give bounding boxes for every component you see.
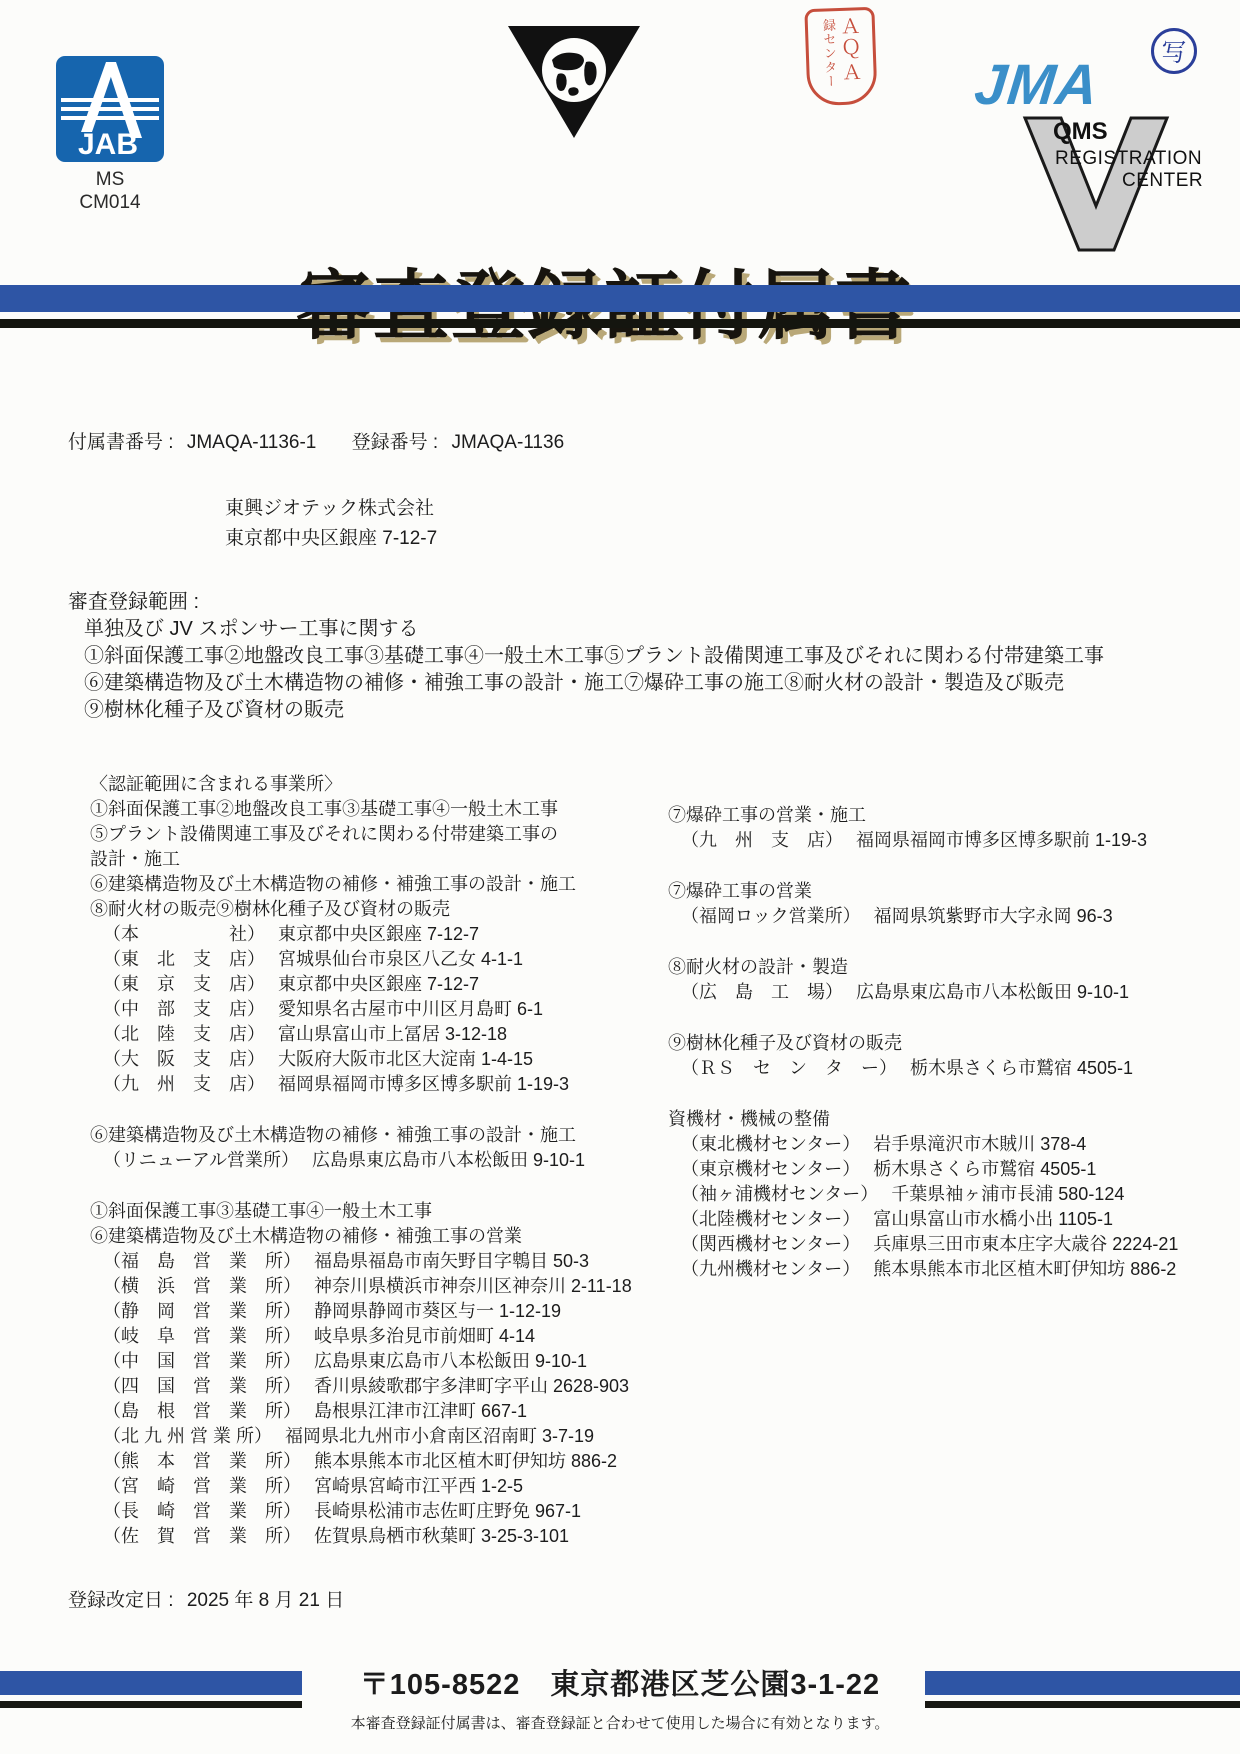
office-address: 富山県富山市上冨居 3-12-18 [278, 1024, 508, 1044]
office-block-heading: ⑧耐火材の設計・製造 [668, 957, 848, 977]
office-name: （リニューアル営業所） [103, 1150, 300, 1170]
office-name: （東北機材センター） [681, 1134, 861, 1154]
scope-section [68, 589, 1104, 724]
office-name: （中 国 営 業 所） [103, 1351, 301, 1371]
company-name: 東興ジオテック株式会社 [225, 498, 435, 519]
office-name: （北 陸 支 店） [103, 1024, 265, 1044]
text-line: ⑨樹林化種子及び資材の販売 [84, 699, 344, 721]
offices-right-column [668, 803, 1188, 1308]
office-name: （岐 阜 営 業 所） [103, 1326, 301, 1346]
office-address: 熊本県熊本市北区植木町伊知坊 886-2 [314, 1451, 618, 1471]
office-entry [90, 922, 635, 947]
office-address: 栃木県さくら市鷲宿 4505-1 [873, 1159, 1097, 1179]
footer-note: 本審査登録証付属書は、審査登録証と合わせて使用した場合に有効となります。 [350, 1715, 890, 1732]
office-address: 富山県富山市水橋小出 1105-1 [873, 1209, 1113, 1229]
office-name: （広 島 工 場） [681, 982, 843, 1002]
office-block [668, 1107, 1188, 1282]
office-name: （静 岡 営 業 所） [103, 1301, 301, 1321]
office-name: （長 崎 営 業 所） [103, 1501, 301, 1521]
office-address: 長崎県松浦市志佐町庄野免 967-1 [314, 1501, 582, 1521]
revision-date-label: 登録改定日 : [68, 1590, 174, 1611]
scope-lines [68, 616, 1104, 724]
office-entry [90, 1047, 635, 1072]
office-block [668, 955, 1188, 1005]
office-name: （東 北 支 店） [103, 949, 265, 969]
company-address: 東京都中央区銀座 7-12-7 [225, 528, 438, 549]
aqa-stamp [804, 7, 877, 106]
office-entry [90, 947, 635, 972]
office-address: 神奈川県横浜市神奈川区神奈川 2-11-18 [314, 1276, 632, 1296]
office-name: （本 社） [103, 924, 265, 944]
office-address: 岩手県滝沢市木賊川 378-4 [873, 1134, 1087, 1154]
office-name: （四 国 営 業 所） [103, 1376, 301, 1396]
office-entry [90, 1148, 635, 1173]
attachment-number-label: 付属書番号 : [68, 432, 174, 453]
jma-wordmark: JMA [971, 53, 1102, 117]
office-name: （福岡ロック営業所） [681, 906, 861, 926]
office-address: 広島県東広島市八本松飯田 9-10-1 [314, 1351, 588, 1371]
office-entry [668, 828, 1188, 853]
office-address: 東京都中央区銀座 7-12-7 [278, 924, 480, 944]
globe-triangle-icon [506, 24, 642, 140]
jma-center-label: CENTER [1122, 170, 1204, 191]
jab-ms-label: MS [95, 169, 125, 190]
office-block-heading: ⑥建築構造物及び土木構造物の補修・補強工事の営業 [90, 1226, 522, 1246]
revision-date-value: 2025 年 8 月 21 日 [186, 1590, 345, 1611]
office-entry [90, 1299, 635, 1324]
jma-qms-label: QMS [1053, 118, 1108, 145]
top-blue-bar [0, 285, 1240, 312]
text-line: ⑥建築構造物及び土木構造物の補修・補強工事の設計・施工⑦爆砕工事の施工⑧耐火材の設計・製造及び販売 [84, 672, 1064, 694]
copy-mark-badge: 写 [1151, 28, 1197, 74]
office-entry [90, 972, 635, 997]
office-entry [90, 1072, 635, 1097]
office-name: （北陸機材センター） [681, 1209, 861, 1229]
office-entry [90, 1424, 635, 1449]
office-address: 香川県綾歌郡宇多津町字平山 2628-903 [314, 1376, 630, 1396]
office-block-heading: ⑨樹林化種子及び資材の販売 [668, 1033, 902, 1053]
office-address: 栃木県さくら市鷲宿 4505-1 [910, 1058, 1134, 1078]
office-entry [668, 1257, 1188, 1282]
office-address: 兵庫県三田市東本庄字大歳谷 2224-21 [873, 1234, 1179, 1254]
office-address: 熊本県熊本市北区植木町伊知坊 886-2 [873, 1259, 1177, 1279]
office-name: （関西機材センター） [681, 1234, 861, 1254]
office-entry [668, 1132, 1188, 1157]
office-block-heading: ⑧耐火材の販売⑨樹林化種子及び資材の販売 [90, 899, 450, 919]
offices-left-column [90, 772, 635, 1575]
jab-logo [54, 56, 166, 214]
jab-logo-text: JAB [77, 128, 139, 161]
office-address: 宮崎県宮崎市江平西 1-2-5 [314, 1476, 524, 1496]
office-address: 千葉県袖ヶ浦市長浦 580-124 [891, 1184, 1125, 1204]
office-block-heading: ⑥建築構造物及び土木構造物の補修・補強工事の設計・施工 [90, 1125, 576, 1145]
office-block-heading: ⑦爆砕工事の営業 [668, 881, 812, 901]
office-address: 福岡県筑紫野市大字永岡 96-3 [873, 906, 1113, 926]
office-entry [90, 1449, 635, 1474]
office-block [668, 1031, 1188, 1081]
office-name: （熊 本 営 業 所） [103, 1451, 301, 1471]
office-block-heading: 〈認証範囲に含まれる事業所〉 [90, 774, 342, 794]
office-name: （九 州 支 店） [103, 1074, 265, 1094]
office-address: 大阪府大阪市北区大淀南 1-4-15 [278, 1049, 534, 1069]
office-entry [90, 1349, 635, 1374]
office-name: （九 州 支 店） [681, 830, 843, 850]
office-entry [90, 1249, 635, 1274]
office-block-heading: ①斜面保護工事②地盤改良工事③基礎工事④一般土木工事 [90, 799, 558, 819]
aqa-stamp-right-text: ＡＱＡ [836, 15, 861, 86]
office-address: 広島県東広島市八本松飯田 9-10-1 [312, 1150, 586, 1170]
office-entry [90, 1274, 635, 1299]
office-entry [668, 1182, 1188, 1207]
office-block-heading: ⑦爆砕工事の営業・施工 [668, 805, 866, 825]
text-line: 単独及び JV スポンサー工事に関する [84, 618, 419, 640]
office-address: 岐阜県多治見市前畑町 4-14 [314, 1326, 536, 1346]
office-address: 愛知県名古屋市中川区月島町 6-1 [278, 999, 544, 1019]
text-line: ①斜面保護工事②地盤改良工事③基礎工事④一般土木工事⑤プラント設備関連工事及びそれに関わる付帯建築工事 [84, 645, 1104, 667]
office-block-heading: 資機材・機械の整備 [668, 1109, 830, 1129]
registration-number-value: JMAQA-1136 [451, 432, 565, 453]
jma-registration-label: REGISTRATION [1055, 148, 1203, 169]
office-entry [668, 1232, 1188, 1257]
office-block [90, 1199, 635, 1549]
office-address: 佐賀県鳥栖市秋葉町 3-25-3-101 [314, 1526, 570, 1546]
top-black-bar [0, 319, 1240, 328]
office-entry [90, 1499, 635, 1524]
office-name: （横 浜 営 業 所） [103, 1276, 301, 1296]
footer-address: 〒105-8522 東京都港区芝公園3-1-22 [359, 1669, 881, 1701]
office-address: 島根県江津市江津町 667-1 [314, 1401, 528, 1421]
office-entry [90, 1524, 635, 1549]
office-address: 福岡県福岡市博多区博多駅前 1-19-3 [856, 830, 1148, 850]
company-block [225, 494, 437, 554]
office-name: （ＲＳ セ ン タ ー） [681, 1058, 897, 1078]
scope-label: 審査登録範囲 : [68, 591, 200, 613]
office-entry [90, 1022, 635, 1047]
office-block [668, 879, 1188, 929]
globe-triangle-logo [506, 24, 642, 145]
jab-code-label: CM014 [79, 192, 141, 213]
office-name: （袖ヶ浦機材センター） [681, 1184, 879, 1204]
office-address: 福岡県北九州市小倉南区沼南町 3-7-19 [285, 1426, 595, 1446]
office-entry [668, 1157, 1188, 1182]
office-entry [668, 904, 1188, 929]
aqa-stamp-left-text: 録センター [820, 18, 839, 89]
office-name: （東 京 支 店） [103, 974, 265, 994]
office-name: （中 部 支 店） [103, 999, 265, 1019]
office-entry [668, 1207, 1188, 1232]
office-block [668, 803, 1188, 853]
document-numbers [68, 427, 564, 454]
office-block-heading: ⑤プラント設備関連工事及びそれに関わる付帯建築工事の [90, 824, 558, 844]
jma-qms-logo [971, 39, 1210, 263]
office-block-heading: ⑥建築構造物及び土木構造物の補修・補強工事の設計・施工 [90, 874, 576, 894]
office-block [90, 1123, 635, 1173]
office-name: （佐 賀 営 業 所） [103, 1526, 301, 1546]
jab-logo-icon [56, 56, 164, 162]
office-address: 宮城県仙台市泉区八乙女 4-1-1 [278, 949, 524, 969]
office-name: （福 島 営 業 所） [103, 1251, 301, 1271]
office-block-heading: ①斜面保護工事③基礎工事④一般土木工事 [90, 1201, 432, 1221]
office-entry [668, 1056, 1188, 1081]
office-address: 福岡県福岡市博多区博多駅前 1-19-3 [278, 1074, 570, 1094]
office-name: （北 九 州 営 業 所） [103, 1426, 273, 1446]
office-name: （九州機材センター） [681, 1259, 861, 1279]
office-entry [90, 1374, 635, 1399]
office-name: （大 阪 支 店） [103, 1049, 265, 1069]
office-entry [90, 1399, 635, 1424]
registration-number-label: 登録番号 : [351, 432, 439, 453]
office-address: 広島県東広島市八本松飯田 9-10-1 [856, 982, 1130, 1002]
office-address: 東京都中央区銀座 7-12-7 [278, 974, 480, 994]
office-name: （島 根 営 業 所） [103, 1401, 301, 1421]
office-entry [90, 1474, 635, 1499]
office-entry [90, 997, 635, 1022]
office-address: 福島県福島市南矢野目字鵯目 50-3 [314, 1251, 590, 1271]
attachment-number-value: JMAQA-1136-1 [186, 432, 317, 453]
revision-date-line [68, 1585, 344, 1612]
office-name: （東京機材センター） [681, 1159, 861, 1179]
office-entry [668, 980, 1188, 1005]
office-block [90, 772, 635, 1097]
office-name: （宮 崎 営 業 所） [103, 1476, 301, 1496]
office-block-heading: 設計・施工 [90, 849, 180, 869]
office-entry [90, 1324, 635, 1349]
office-address: 静岡県静岡市葵区与一 1-12-19 [314, 1301, 562, 1321]
